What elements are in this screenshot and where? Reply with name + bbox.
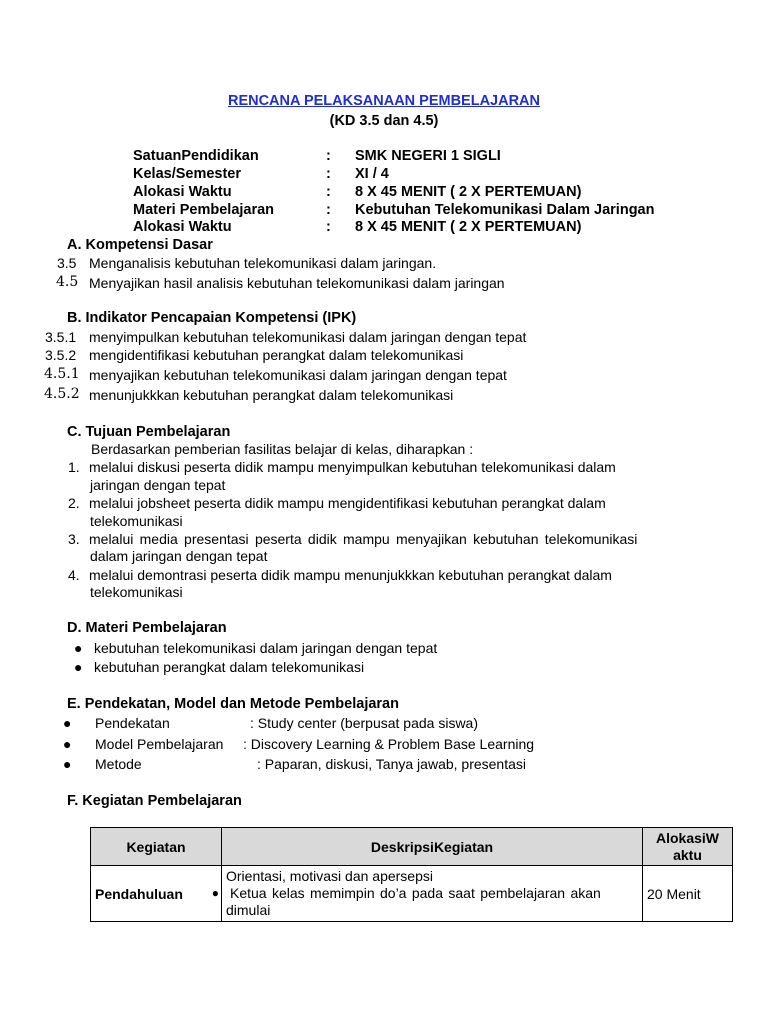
tujuan-text-cont: jaringan dengan tepat	[90, 477, 226, 493]
tujuan-text: melalui diskusi peserta didik mampu menyimpulkan kebutuhan telekomunikasi dalam	[89, 459, 616, 475]
ipk-text: menunjukkkan kebutuhan perangkat dalam telekomunikasi	[89, 387, 454, 403]
bullet-icon: ●	[63, 736, 72, 752]
kd-number: 3.5	[57, 255, 77, 271]
kd-number: 4.5	[56, 274, 79, 290]
bullet-icon: ●	[74, 659, 83, 675]
ipk-number: 4.5.1	[44, 366, 80, 382]
tujuan-text-cont: dalam jaringan dengan tepat	[90, 548, 268, 564]
section-d-heading: D. Materi Pembelajaran	[67, 620, 227, 636]
meta-label: Materi Pembelajaran	[133, 202, 275, 218]
deskripsi-line: Orientasi, motivasi dan apersepsi	[226, 868, 433, 884]
section-f-heading: F. Kegiatan Pembelajaran	[67, 793, 242, 809]
kd-text: Menganalisis kebutuhan telekomunikasi dalam jaringan.	[89, 255, 437, 271]
cell-alokasi: 20 Menit	[643, 866, 733, 922]
model-value: : Discovery Learning & Problem Base Learning	[243, 736, 535, 752]
document-title: RENCANA PELAKSANAAN PEMBELAJARAN	[227, 93, 541, 109]
pendekatan-label: Pendekatan	[95, 715, 170, 731]
bullet-icon: ●	[63, 756, 72, 772]
deskripsi-line: dimulai	[226, 902, 271, 918]
header-alokasi-line: aktu	[673, 846, 702, 863]
tujuan-text-cont: telekomunikasi	[90, 513, 183, 529]
tujuan-number: 2.	[68, 495, 80, 511]
tujuan-number: 4.	[68, 567, 80, 583]
table-row	[91, 866, 733, 922]
meta-separator: :	[326, 219, 331, 235]
meta-separator: :	[326, 166, 331, 182]
meta-label: Kelas/Semester	[133, 166, 242, 182]
ipk-number: 4.5.2	[44, 386, 80, 402]
header-alokasi-line: AlokasiW	[655, 829, 719, 846]
meta-label: Alokasi Waktu	[133, 184, 232, 200]
deskripsi-line: Ketua kelas memimpin do’a pada saat pembelajaran akan	[230, 885, 601, 901]
cell-kegiatan	[91, 866, 222, 922]
header-kegiatan: Kegiatan	[91, 828, 222, 866]
kegiatan-label: Pendahuluan	[95, 885, 183, 902]
tujuan-intro: Berdasarkan pemberian fasilitas belajar di kelas, diharapkan :	[91, 441, 474, 457]
cell-deskripsi	[222, 866, 643, 922]
meta-label: SatuanPendidikan	[133, 148, 259, 164]
meta-separator: :	[326, 184, 331, 200]
meta-value: SMK NEGERI 1 SIGLI	[355, 148, 501, 164]
meta-value: 8 X 45 MENIT ( 2 X PERTEMUAN)	[355, 219, 582, 235]
meta-value: Kebutuhan Telekomunikasi Dalam Jaringan	[355, 202, 655, 218]
bullet-icon: ●	[63, 715, 72, 731]
bullet-icon: ●	[211, 886, 219, 900]
section-e-heading: E. Pendekatan, Model dan Metode Pembelajaran	[67, 696, 399, 712]
kd-text: Menyajikan hasil analisis kebutuhan telekomunikasi dalam jaringan	[89, 275, 505, 291]
materi-item: kebutuhan telekomunikasi dalam jaringan dengan tepat	[94, 640, 438, 656]
model-label: Model Pembelajaran	[95, 736, 224, 752]
ipk-text: menyimpulkan kebutuhan telekomunikasi dalam jaringan dengan tepat	[89, 329, 527, 345]
meta-label: Alokasi Waktu	[133, 219, 232, 235]
document-subtitle: (KD 3.5 dan 4.5)	[329, 113, 439, 129]
meta-value: XI / 4	[355, 166, 389, 182]
metode-value: : Paparan, diskusi, Tanya jawab, presentasi	[257, 756, 527, 772]
kegiatan-table	[90, 827, 733, 922]
materi-item: kebutuhan perangkat dalam telekomunikasi	[94, 659, 365, 675]
meta-separator: :	[326, 202, 331, 218]
tujuan-text: melalui media presentasi peserta didik mampu menyajikan kebutuhan telekomunikasi	[89, 531, 638, 547]
metode-label: Metode	[95, 756, 142, 772]
ipk-number: 3.5.2	[45, 347, 77, 363]
section-a-heading: A. Kompetensi Dasar	[67, 237, 213, 253]
bullet-icon: ●	[74, 640, 83, 656]
tujuan-text: melalui jobsheet peserta didik mampu mengidentifikasi kebutuhan perangkat dalam	[89, 495, 606, 511]
ipk-text: menyajikan kebutuhan telekomunikasi dalam jaringan dengan tepat	[89, 367, 507, 383]
table-header-row	[91, 828, 733, 866]
tujuan-number: 3.	[68, 531, 80, 547]
meta-value: 8 X 45 MENIT ( 2 X PERTEMUAN)	[355, 184, 582, 200]
tujuan-number: 1.	[68, 459, 80, 475]
tujuan-text: melalui demontrasi peserta didik mampu menunjukkkan kebutuhan perangkat dalam	[89, 567, 612, 583]
header-alokasi	[643, 828, 733, 866]
section-c-heading: C. Tujuan Pembelajaran	[67, 424, 231, 440]
ipk-number: 3.5.1	[45, 329, 77, 345]
ipk-text: mengidentifikasi kebutuhan perangkat dalam telekomunikasi	[89, 347, 464, 363]
meta-separator: :	[326, 148, 331, 164]
section-b-heading: B. Indikator Pencapaian Kompetensi (IPK)	[67, 310, 357, 326]
pendekatan-value: : Study center (berpusat pada siswa)	[250, 715, 479, 731]
tujuan-text-cont: telekomunikasi	[90, 584, 183, 600]
header-deskripsi: DeskripsiKegiatan	[222, 828, 643, 866]
